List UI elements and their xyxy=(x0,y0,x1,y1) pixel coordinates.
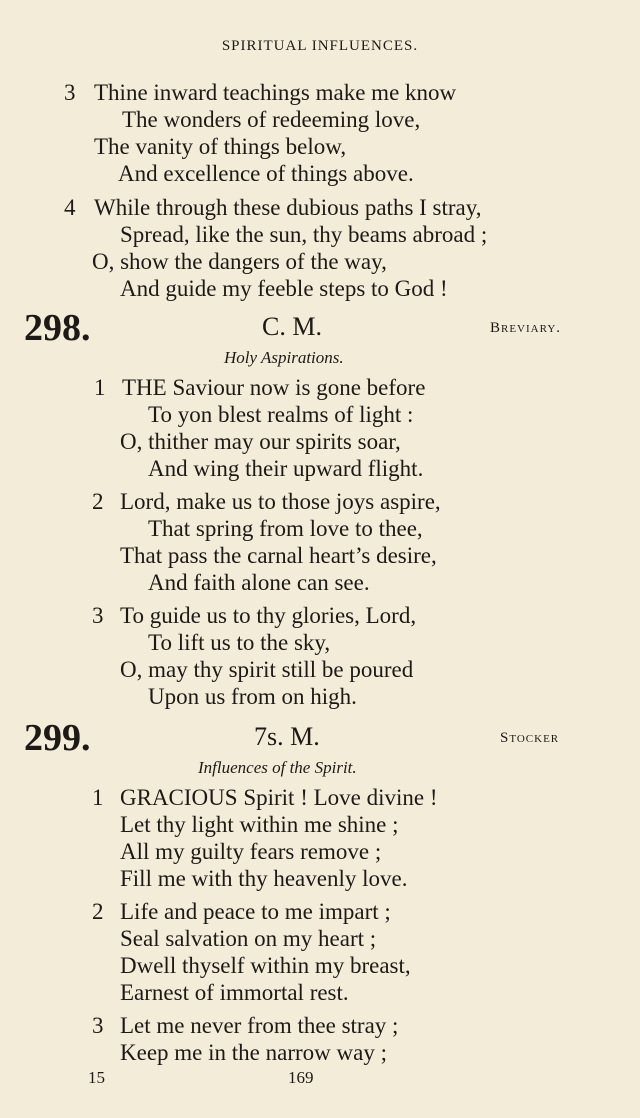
stanza-number: 2 xyxy=(92,489,104,514)
stanza-number: 4 xyxy=(64,195,76,220)
verse-line: Life and peace to me impart ; xyxy=(120,899,391,924)
verse-line: And excellence of things above. xyxy=(118,161,414,186)
verse-line: GRACIOUS Spirit ! Love divine ! xyxy=(120,785,438,810)
verse-line: While through these dubious paths I stray, xyxy=(94,195,482,220)
tune-name: Breviary. xyxy=(490,320,562,336)
hymn-number: 298. xyxy=(24,307,91,349)
verse-line: THE Saviour now is gone before xyxy=(122,375,426,400)
verse-line: Dwell thyself within my breast, xyxy=(120,953,411,978)
page-number: 169 xyxy=(288,1068,314,1087)
verse-line: That pass the carnal heart’s desire, xyxy=(120,543,437,568)
stanza-number: 1 xyxy=(94,375,106,400)
verse-line: Upon us from on high. xyxy=(148,684,357,709)
signature-mark: 15 xyxy=(88,1068,105,1087)
verse-line: Earnest of immortal rest. xyxy=(120,980,349,1005)
tune-name: Stocker xyxy=(500,730,560,746)
verse-line: Seal salvation on my heart ; xyxy=(120,926,377,951)
hymn-subtitle: Influences of the Spirit. xyxy=(198,758,357,777)
verse-line: And wing their upward flight. xyxy=(148,456,424,481)
verse-line: Let me never from thee stray ; xyxy=(120,1013,399,1038)
hymn-number: 299. xyxy=(24,717,91,759)
verse-line: And faith alone can see. xyxy=(148,570,370,595)
running-head: SPIRITUAL INFLUENCES. xyxy=(221,38,419,54)
verse-line: The vanity of things below, xyxy=(94,134,347,159)
stanza-number: 3 xyxy=(92,603,104,628)
verse-line: Spread, like the sun, thy beams abroad ; xyxy=(120,222,488,247)
verse-line: To yon blest realms of light : xyxy=(148,402,414,427)
verse-line: Lord, make us to those joys aspire, xyxy=(120,489,441,514)
verse-line: Keep me in the narrow way ; xyxy=(120,1040,387,1065)
hymn-meter: 7s. M. xyxy=(254,722,320,751)
verse-line: To lift us to the sky, xyxy=(148,630,331,655)
verse-line: The wonders of redeeming love, xyxy=(122,107,421,132)
verse-line: O, show the dangers of the way, xyxy=(92,249,387,274)
stanza-number: 1 xyxy=(92,785,104,810)
stanza-number: 3 xyxy=(92,1013,104,1038)
verse-line: Let thy light within me shine ; xyxy=(120,812,399,837)
verse-line: And guide my feeble steps to God ! xyxy=(120,276,448,301)
verse-line: All my guilty fears remove ; xyxy=(120,839,382,864)
verse-line: To guide us to thy glories, Lord, xyxy=(120,603,417,628)
verse-line: O, thither may our spirits soar, xyxy=(120,429,401,454)
hymn-subtitle: Holy Aspirations. xyxy=(224,348,344,367)
verse-line: O, may thy spirit still be poured xyxy=(120,657,414,682)
stanza-number: 3 xyxy=(64,80,76,105)
stanza-number: 2 xyxy=(92,899,104,924)
verse-line: That spring from love to thee, xyxy=(148,516,423,541)
verse-line: Thine inward teachings make me know xyxy=(94,80,457,105)
verse-line: Fill me with thy heavenly love. xyxy=(120,866,408,891)
hymn-meter: C. M. xyxy=(262,312,322,341)
